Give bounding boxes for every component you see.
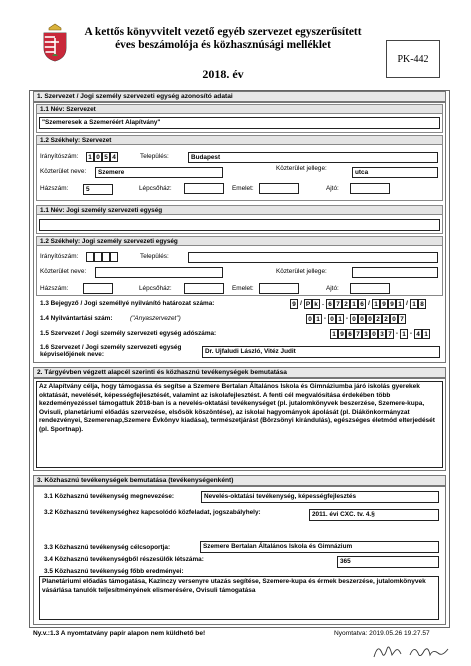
- handwritten-signature-icon: [370, 637, 460, 663]
- tax-char: 3: [378, 329, 386, 339]
- registration-label: 1.3 Bejegyző / Jogi személlyé nyilvánító határozat száma:: [40, 300, 215, 307]
- door-label: Ajtó:: [326, 185, 339, 192]
- unit-zip-digit: [86, 252, 94, 262]
- staircase-field[interactable]: [184, 183, 224, 194]
- street-field[interactable]: Szemere: [95, 167, 223, 178]
- form-code-text: PK-442: [397, 53, 429, 65]
- tax-char: 7: [354, 329, 362, 339]
- sub-seat-unit-head: 1.2 Székhely: Jogi személy szervezeti egység: [36, 236, 443, 246]
- registration-char: 8: [418, 299, 426, 309]
- tax-char: 9: [338, 329, 346, 339]
- form-title: [78, 26, 368, 52]
- unit-house-number-field[interactable]: [83, 283, 113, 294]
- unit-zip-field[interactable]: [86, 252, 118, 262]
- zip-digit: 5: [102, 152, 110, 162]
- house-number-field[interactable]: 5: [83, 184, 113, 195]
- tax-char: 7: [386, 329, 394, 339]
- form-title-line1: A kettős könyvvitelt vezető egyéb szervezet egyszerűsített: [84, 26, 362, 38]
- staircase-label: Lépcsőház:: [139, 185, 172, 192]
- registry-number-label: 1.4 Nyilvántartási szám:: [40, 315, 113, 322]
- registration-separator: /: [404, 299, 410, 309]
- beneficiaries-count-label: 3.4 Közhasznú tevékenységből részesülők létszáma:: [44, 556, 204, 563]
- registry-char: 2: [374, 314, 382, 324]
- registration-char: 6: [326, 299, 334, 309]
- tax-number-label: 1.5 Szervezet / Jogi személy szervezeti egység adószáma:: [40, 330, 217, 337]
- registration-char: k: [312, 299, 320, 309]
- results-label: 3.5 Közhasznú tevékenység főbb eredményei:: [44, 568, 184, 575]
- results-field[interactable]: Planetáriumi előadás támogatása, Kazinczy versenyre utazás segítése, Szemere-kupa és érmek beszerzése, jutalomkönyvek vásárlása tanulók teljesítményének elismerésére, Ovisuli támogatása: [39, 576, 439, 620]
- registration-char: 2: [342, 299, 350, 309]
- tax-char: 1: [422, 329, 430, 339]
- registry-char: 1: [336, 314, 344, 324]
- city-field[interactable]: Budapest: [188, 152, 438, 163]
- registration-char: 1: [410, 299, 418, 309]
- registry-char: 0: [328, 314, 336, 324]
- registration-separator: .: [320, 299, 326, 309]
- unit-zip-digit: [102, 252, 110, 262]
- section2-heading: 2. Tárgyévben végzett alapcél szerinti és közhasznú tevékenységek bemutatása: [33, 367, 446, 378]
- street-type-field[interactable]: utca: [352, 167, 438, 178]
- registration-separator: /: [366, 299, 372, 309]
- tax-separator: -: [395, 330, 399, 337]
- public-task-field[interactable]: 2011. évi CXC. tv. 4.§: [309, 509, 439, 521]
- unit-zip-digit: [94, 252, 102, 262]
- registration-char: 9: [290, 299, 298, 309]
- zip-digit: 0: [94, 152, 102, 162]
- registry-separator: -: [345, 315, 349, 322]
- registry-char: 0: [358, 314, 366, 324]
- door-field[interactable]: [350, 183, 390, 194]
- organization-name-field[interactable]: "Szemeresek a Szemeréért Alapítvány": [39, 117, 440, 129]
- public-task-label: 3.2 Közhasznú tevékenységhez kapcsolódó közfeladat, jogszabályhely:: [44, 509, 261, 516]
- tax-char: 1: [330, 329, 338, 339]
- tax-number-field[interactable]: [330, 329, 430, 339]
- unit-street-label: Közterület neve:: [40, 268, 87, 275]
- sub-seat-organization-head: 1.2 Székhely: Szervezet: [36, 135, 443, 145]
- representative-name-field[interactable]: Dr. Ujfaludi László, Vitéz Judit: [202, 346, 440, 358]
- registry-char: 7: [398, 314, 406, 324]
- form-code: [386, 40, 440, 78]
- registry-separator: -: [323, 315, 327, 322]
- footer-notice: Ny.v.:1.3 A nyomtatvány papír alapon nem küldhető be!: [33, 630, 206, 637]
- section1-heading: 1. Szervezet / Jogi személy szervezeti egység azonosító adatai: [33, 91, 446, 102]
- registration-separator: /: [298, 299, 304, 309]
- section3-heading: 3. Közhasznú tevékenységek bemutatása (tevékenységenként): [33, 475, 446, 486]
- registry-char: 0: [350, 314, 358, 324]
- tax-char: 3: [362, 329, 370, 339]
- registry-number-field[interactable]: [306, 314, 406, 324]
- registry-char: 2: [382, 314, 390, 324]
- unit-zip-digit: [110, 252, 118, 262]
- unit-staircase-label: Lépcsőház:: [139, 285, 172, 292]
- unit-door-field[interactable]: [350, 283, 390, 294]
- unit-staircase-field[interactable]: [184, 283, 224, 294]
- unit-zip-label: Irányítószám:: [40, 253, 79, 260]
- unit-street-type-field[interactable]: [352, 267, 438, 278]
- house-number-label: Házszám:: [40, 185, 69, 192]
- registration-char: 1: [372, 299, 380, 309]
- zip-label: Irányítószám:: [40, 153, 79, 160]
- zip-digit: 1: [86, 152, 94, 162]
- registry-char: 0: [366, 314, 374, 324]
- activity-name-field[interactable]: Nevelés-oktatási tevékenység, képességfejlesztés: [201, 491, 439, 503]
- representative-label-line2: képviselőjének neve:: [40, 351, 104, 358]
- representative-label-line1: 1.6 Szervezet / Jogi személy szervezeti egység: [40, 344, 182, 351]
- target-group-label: 3.3 Közhasznú tevékenység célcsoportja:: [44, 544, 171, 551]
- activities-description-field[interactable]: Az Alapítvány célja, hogy támogassa és segítse a Szemere Bertalan Általános Iskola és Gimnáziumba járó iskolás gyerekek oktatását, nevelését, képességfejlesztését, valamint az iskolafejlesztést. A fenti cél megvalósítása érdekében több kezdeményezéssel támogattuk 2018-ban is a nevelés-oktatási tevékenységet (pl. jutalomkönyvek beszerzése, Szemere-kupa, Ovisuli, planetáriumi előadás szervezése, elsősök köszöntése), az iskolai hagyományok ápolását (pl. Diákönkormányzat rendezvényei, Szemerenap,Szemere Évkönyv kiadása), természetjárást (Börzsönyi kirándulás), egészséges életmód elterjedését (pl. Sportnap).: [36, 381, 443, 468]
- registration-char: 1: [396, 299, 404, 309]
- unit-name-field[interactable]: [39, 219, 440, 231]
- floor-field[interactable]: [259, 183, 299, 194]
- target-group-field[interactable]: Szemere Bertalan Általános Iskola és Gimnázium: [200, 541, 439, 553]
- registry-char: 1: [314, 314, 322, 324]
- activity-name-label: 3.1 Közhasznú tevékenység megnevezése:: [44, 493, 175, 500]
- tax-char: 1: [400, 329, 408, 339]
- zip-field[interactable]: [86, 152, 118, 162]
- unit-door-label: Ajtó:: [326, 285, 339, 292]
- hungarian-coat-of-arms-icon: [40, 22, 70, 62]
- print-timestamp: Nyomtatva: 2019.05.26 19.27.57: [334, 630, 430, 637]
- city-label: Település:: [140, 153, 169, 160]
- registry-char: 0: [306, 314, 314, 324]
- registration-char: 1: [350, 299, 358, 309]
- unit-street-type-label: Közterület jellege:: [276, 268, 327, 275]
- tax-char: 6: [346, 329, 354, 339]
- form-year: 2018. év: [202, 67, 244, 81]
- unit-floor-label: Emelet:: [232, 285, 254, 292]
- sub-name-organization-head: 1.1 Név: Szervezet: [36, 104, 443, 114]
- zip-digit: 4: [110, 152, 118, 162]
- registration-number-field[interactable]: [290, 299, 426, 309]
- registration-char: 6: [358, 299, 366, 309]
- unit-floor-field[interactable]: [259, 283, 299, 294]
- unit-city-field[interactable]: [188, 252, 438, 263]
- tax-char: 0: [370, 329, 378, 339]
- street-label: Közterület neve:: [40, 168, 87, 175]
- form-title-line2: éves beszámolója és közhasznúsági melléklet: [115, 39, 331, 51]
- registration-char: 9: [380, 299, 388, 309]
- unit-city-label: Település:: [140, 253, 169, 260]
- tax-separator: -: [409, 330, 413, 337]
- registration-char: 9: [388, 299, 396, 309]
- registration-char: P: [305, 301, 311, 308]
- sub-name-unit-head: 1.1 Név: Jogi személy szervezeti egység: [36, 205, 443, 215]
- beneficiaries-count-field[interactable]: 365: [337, 556, 439, 568]
- unit-street-field[interactable]: [95, 267, 223, 278]
- registry-char: 0: [390, 314, 398, 324]
- floor-label: Emelet:: [232, 185, 254, 192]
- registration-char: 7: [334, 299, 342, 309]
- tax-char: 4: [414, 329, 422, 339]
- street-type-label: Közterület jellege:: [276, 165, 327, 172]
- unit-house-number-label: Házszám:: [40, 285, 69, 292]
- registry-number-hint: ("Anyaszervezet"): [130, 315, 181, 322]
